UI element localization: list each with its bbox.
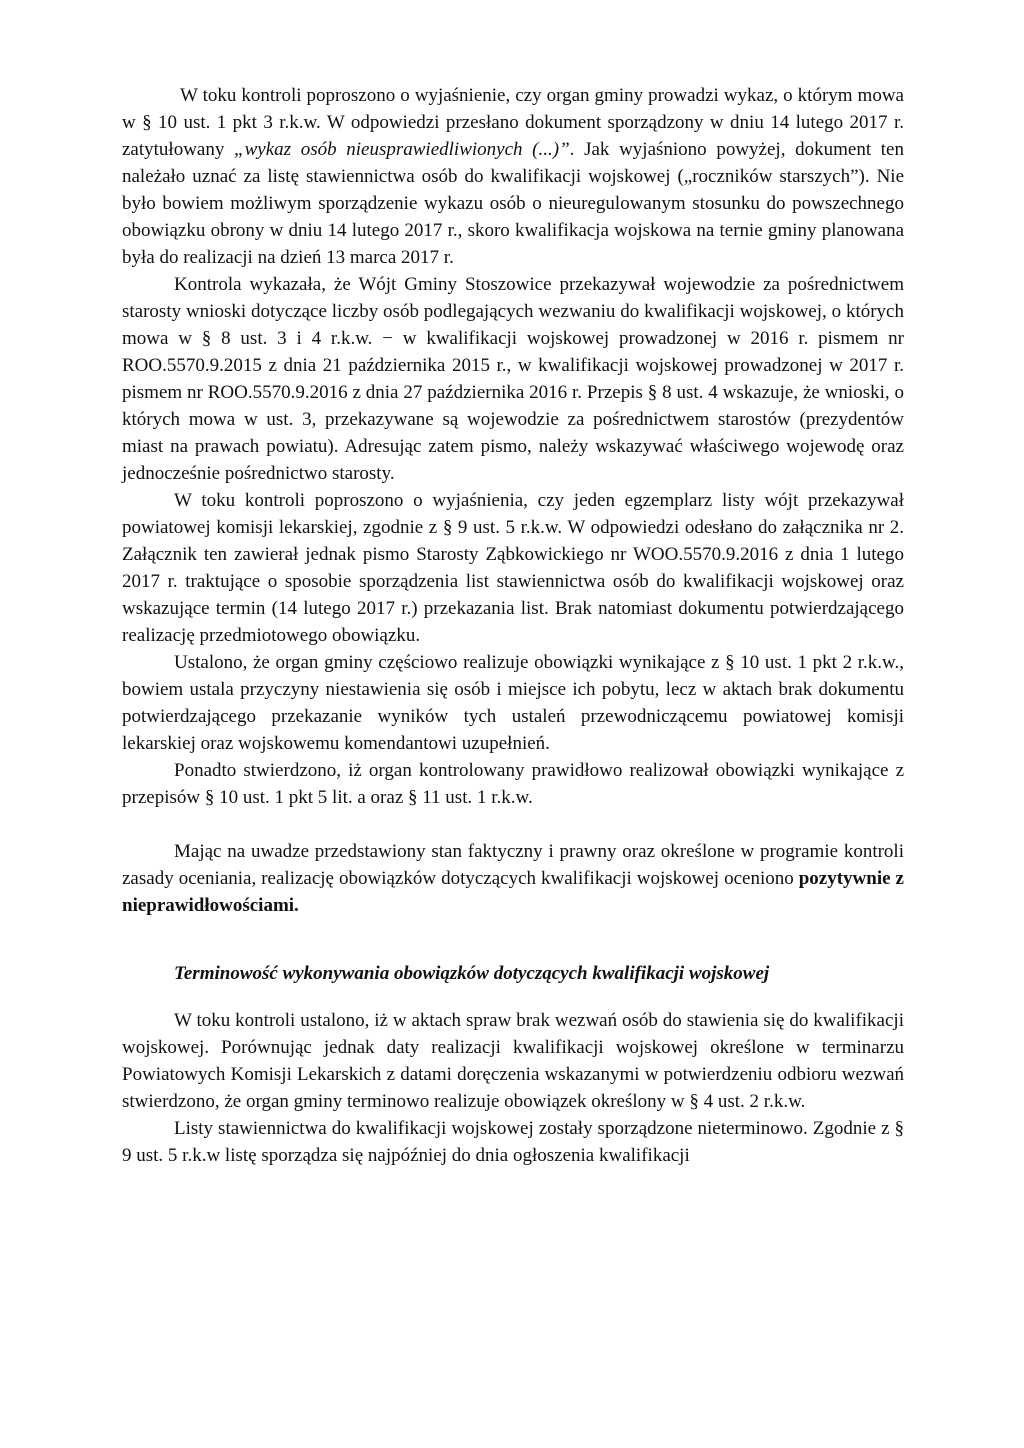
section-heading: Terminowość wykonywania obowiązków dotyczących kwalifikacji wojskowej <box>174 963 770 984</box>
document-title-italic: „wykaz osób nieusprawiedliwionych (...)” <box>234 139 570 160</box>
spacer <box>122 987 904 1007</box>
paragraph-listy-nieterminowo: Listy stawiennictwa do kwalifikacji wojskowej zostały sporządzone nieterminowo. Zgodnie z § 9 ust. 5 r.k.w listę sporządza się najpóźniej do dnia ogłoszenia kwalifikacji <box>122 1118 904 1166</box>
paragraph-ponadto: Ponadto stwierdzono, iż organ kontrolowany prawidłowo realizował obowiązki wynikające z przepisów § 10 ust. 1 pkt 5 lit. a oraz § 11 ust. 1 r.k.w. <box>122 760 904 808</box>
assessment-result: pozytywnie z nieprawidłowościami. <box>122 868 904 916</box>
paragraph-text: W toku kontroli poproszono o wyjaśnienie, czy organ gminy prowadzi wykaz, o którym mowa w § 10 ust. 1 pkt 3 r.k.w. W odpowiedzi przesłano dokument sporządzony w dniu 14 lutego 2017 r. zatytułowany <box>122 85 904 160</box>
paragraph-wykaz <box>122 82 904 271</box>
spacer <box>122 919 904 946</box>
paragraph-wezwania: W toku kontroli ustalono, iż w aktach spraw brak wezwań osób do stawienia się do kwalifikacji wojskowej. Porównując jednak daty realizacji kwalifikacji wojskowej określone w terminarzu Powiatowych Komisji Lekarskich z datami doręczenia wskazanymi w potwierdzeniu odbioru wezwań stwierdzono, że organ gminy terminowo realizuje obowiązek określony w § 4 ust. 2 r.k.w. <box>122 1010 904 1112</box>
paragraph-lista-egzemplarz: W toku kontroli poproszono o wyjaśnienia, czy jeden egzemplarz listy wójt przekazywał powiatowej komisji lekarskiej, zgodnie z § 9 ust. 5 r.k.w. W odpowiedzi odesłano do załącznika nr 2. Załącznik ten zawierał jednak pismo Starosty Ząbkowickiego nr WOO.5570.9.2016 z dnia 1 lutego 2017 r. traktujące o sposobie sporządzenia list stawiennictwa osób do kwalifikacji wojskowej oraz wskazujące termin (14 lutego 2017 r.) przekazania list. Brak natomiast dokumentu potwierdzającego realizację przedmiotowego obowiązku. <box>122 490 904 646</box>
paragraph-ocena <box>122 838 904 919</box>
spacer <box>122 811 904 838</box>
paragraph-text: . Jak wyjaśniono powyżej, dokument ten należało uznać za listę stawiennictwa osób do kwalifikacji wojskowej („roczników starszych”). Nie było bowiem możliwym sporządzenie wykazu osób o nieuregulowanym stosunku do powszechnego obowiązku obrony w dniu 14 lutego 2017 r., skoro kwalifikacja wojskowa na ternie gminy planowana była do realizacji na dzień 13 marca 2017 r. <box>122 139 904 268</box>
spacer <box>122 946 904 960</box>
paragraph-text: Mając na uwadze przedstawiony stan faktyczny i prawny oraz określone w programie kontroli zasady oceniania, realizację obowiązków dotyczących kwalifikacji wojskowej oceniono <box>122 841 904 889</box>
paragraph-ustalono: Ustalono, że organ gminy częściowo realizuje obowiązki wynikające z § 10 ust. 1 pkt 2 r.k.w., bowiem ustala przyczyny niestawienia się osób i miejsce ich pobytu, lecz w aktach brak dokumentu potwierdzającego przekazanie wyników tych ustaleń przewodniczącemu powiatowej komisji lekarskiej oraz wojskowemu komendantowi uzupełnień. <box>122 652 904 754</box>
paragraph-wnioski: Kontrola wykazała, że Wójt Gminy Stoszowice przekazywał wojewodzie za pośrednictwem starosty wnioski dotyczące liczby osób podlegających wezwaniu do kwalifikacji wojskowej, o których mowa w § 8 ust. 3 i 4 r.k.w. − w kwalifikacji wojskowej prowadzonej w 2016 r. pismem nr ROO.5570.9.2015 z dnia 21 października 2015 r., w kwalifikacji wojskowej prowadzonej w 2017 r. pismem nr ROO.5570.9.2016 z dnia 27 października 2016 r. Przepis § 8 ust. 4 wskazuje, że wnioski, o których mowa w ust. 3, przekazywane są wojewodzie za pośrednictwem starostów (prezydentów miast na prawach powiatu). Adresując zatem pismo, należy wskazywać właściwego wojewodę oraz jednocześnie pośrednictwo starosty. <box>122 274 904 484</box>
document-page <box>122 82 904 1169</box>
